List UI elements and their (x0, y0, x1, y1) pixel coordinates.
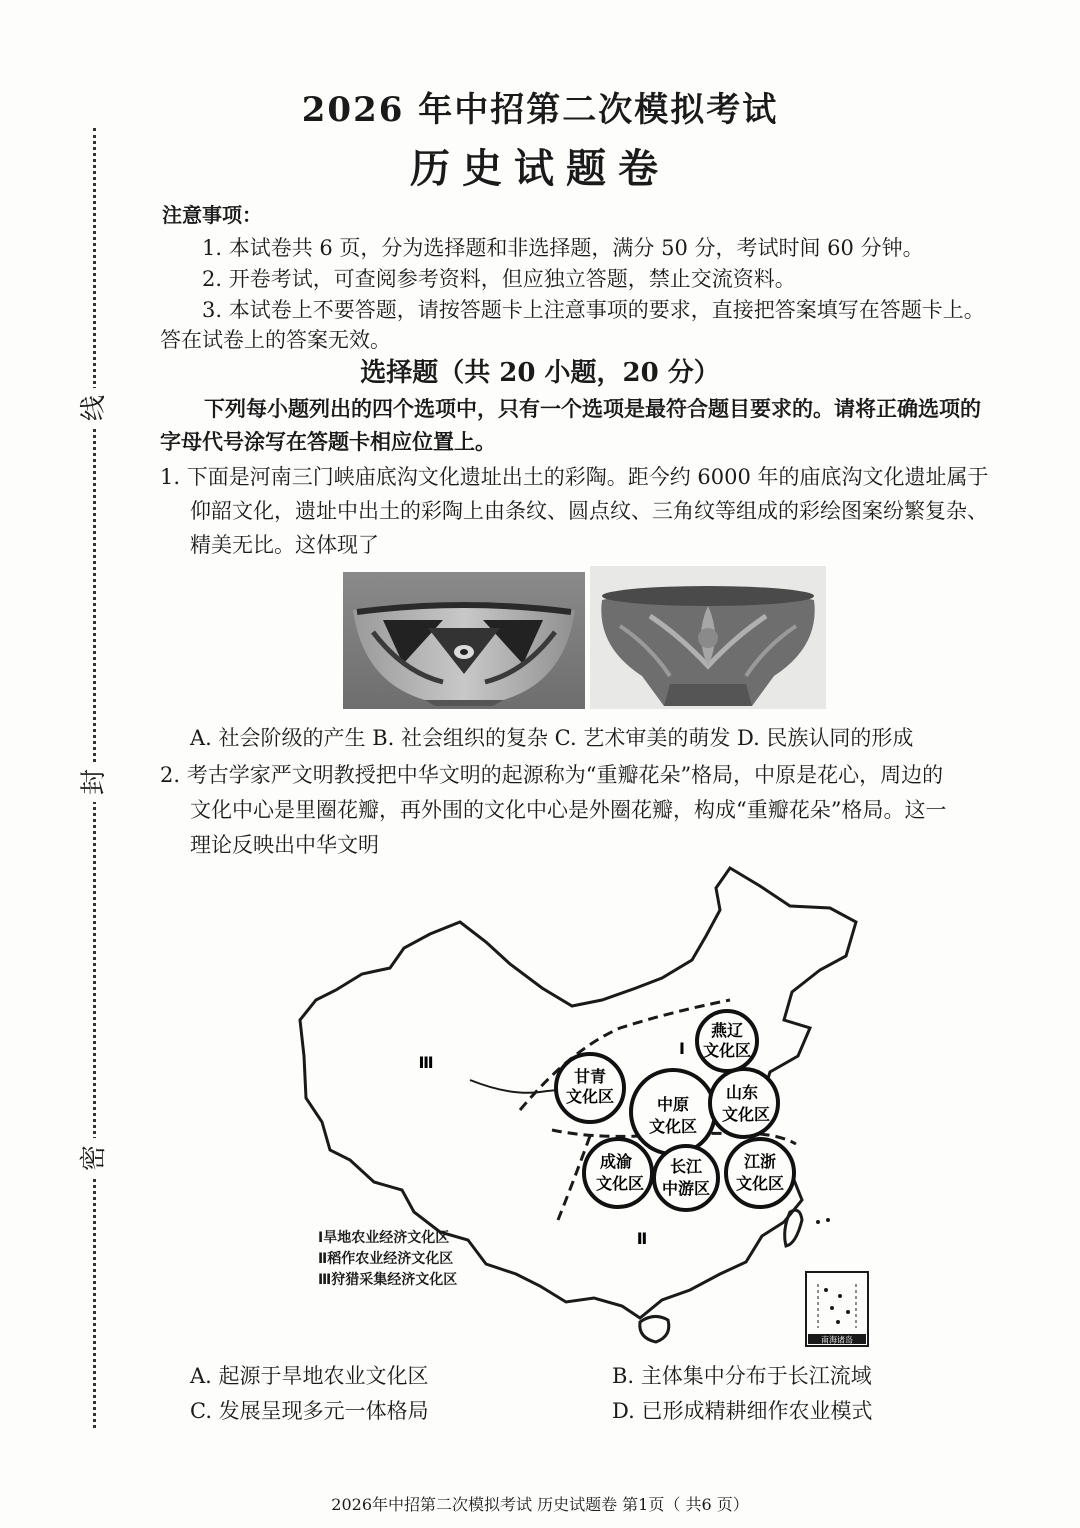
culture-circle-jiangzhe (726, 1139, 794, 1207)
taiwan-island (785, 1210, 802, 1246)
binding-char-line: 线 (74, 388, 114, 428)
notice-heading: 注意事项： (162, 203, 262, 227)
section-instruction-1: 下列每小题列出的四个选项中，只有一个选项是最符合题目要求的。请将正确选项的 (204, 396, 981, 421)
region-label-II: Ⅱ (636, 1229, 648, 1248)
map-legend (318, 1228, 457, 1291)
q2-stem-line2: 文化中心是里圈花瓣，再外围的文化中心是外圈花瓣，构成“重瓣花朵”格局。这一 (190, 798, 947, 822)
painted-pottery-photo-2 (590, 566, 826, 709)
svg-text:中原: 中原 (656, 1095, 690, 1114)
legend-item-I: Ⅰ旱地农业经济文化区 (318, 1230, 450, 1246)
svg-text:成渝: 成渝 (599, 1152, 633, 1171)
q1-stem-line2: 仰韶文化，遗址中出土的彩陶上由条纹、圆点纹、三角纹等组成的彩绘图案纷繁复杂、 (190, 499, 988, 523)
notice-item-3a: 3. 本试卷上不要答题，请按答题卡上注意事项的要求，直接把答案填写在答题卡上。 (202, 298, 985, 322)
culture-circle-yanliao (697, 1011, 757, 1071)
q2-option-d: D. 已形成精耕细作农业模式 (612, 1399, 873, 1423)
svg-text:文化区: 文化区 (648, 1117, 698, 1136)
section-title: 选择题（共 20 小题，20 分） (360, 358, 720, 388)
section-instruction-2: 字母代号涂写在答题卡相应位置上。 (160, 429, 496, 454)
south-china-sea-inset (806, 1272, 868, 1346)
svg-text:甘青: 甘青 (573, 1067, 607, 1086)
q1-options: A. 社会阶级的产生 B. 社会组织的复杂 C. 艺术审美的萌发 D. 民族认同的形成 (190, 726, 914, 750)
svg-text:文化区: 文化区 (702, 1041, 752, 1060)
hainan-island (640, 1316, 669, 1342)
q2-stem-line1: 2. 考古学家严文明教授把中华文明的起源称为“重瓣花朵”格局，中原是花心，周边的 (160, 763, 944, 787)
q2-stem-line3: 理论反映出中华文明 (190, 833, 379, 857)
svg-text:燕辽: 燕辽 (710, 1021, 744, 1040)
culture-circle-shandong (710, 1069, 778, 1137)
svg-text:文化区: 文化区 (735, 1174, 785, 1193)
culture-circle-chengyu (584, 1139, 652, 1207)
svg-text:中游区: 中游区 (661, 1179, 711, 1198)
q2-option-a: A. 起源于旱地农业文化区 (190, 1364, 429, 1388)
q1-stem-line3: 精美无比。这体现了 (190, 533, 379, 557)
svg-text:文化区: 文化区 (721, 1105, 771, 1124)
svg-text:文化区: 文化区 (595, 1174, 645, 1193)
svg-text:文化区: 文化区 (565, 1087, 615, 1106)
q2-option-b: B. 主体集中分布于长江流域 (612, 1364, 872, 1388)
exam-title: 2026 年中招第二次模拟考试 (301, 90, 779, 130)
binding-char-secret: 密 (74, 1138, 114, 1178)
inset-label: 南海诸岛 (821, 1335, 853, 1345)
culture-circle-changjiang (654, 1146, 718, 1210)
region-label-III: Ⅲ (418, 1053, 434, 1072)
paper-title: 历史试题卷 (410, 145, 670, 192)
svg-text:山东: 山东 (725, 1083, 759, 1102)
legend-item-II: Ⅱ稻作农业经济文化区 (318, 1251, 454, 1267)
region-label-I: Ⅰ (679, 1039, 685, 1058)
svg-text:江浙: 江浙 (743, 1152, 777, 1171)
legend-item-III: Ⅲ狩猎采集经济文化区 (318, 1272, 458, 1288)
notice-item-2: 2. 开卷考试，可查阅参考资料，但应独立答题，禁止交流资料。 (202, 267, 796, 291)
binding-char-seal: 封 (74, 762, 114, 802)
culture-circle-zhongyuan (631, 1070, 715, 1154)
q1-stem-line1: 1. 下面是河南三门峡庙底沟文化遗址出土的彩陶。距今约 6000 年的庙底沟文化遗址属于 (160, 465, 989, 489)
svg-text:长江: 长江 (669, 1157, 703, 1176)
culture-circle-ganqing (556, 1054, 624, 1122)
painted-pottery-photo-1 (343, 572, 585, 709)
notice-item-3b: 答在试卷上的答案无效。 (160, 328, 391, 352)
page-footer: 2026年中招第二次模拟考试 历史试题卷 第1页（ 共6 页） (331, 1495, 749, 1514)
notice-item-1: 1. 本试卷共 6 页，分为选择题和非选择题，满分 50 分，考试时间 60 分钟。 (202, 236, 924, 260)
q2-option-c: C. 发展呈现多元一体格局 (190, 1399, 429, 1423)
